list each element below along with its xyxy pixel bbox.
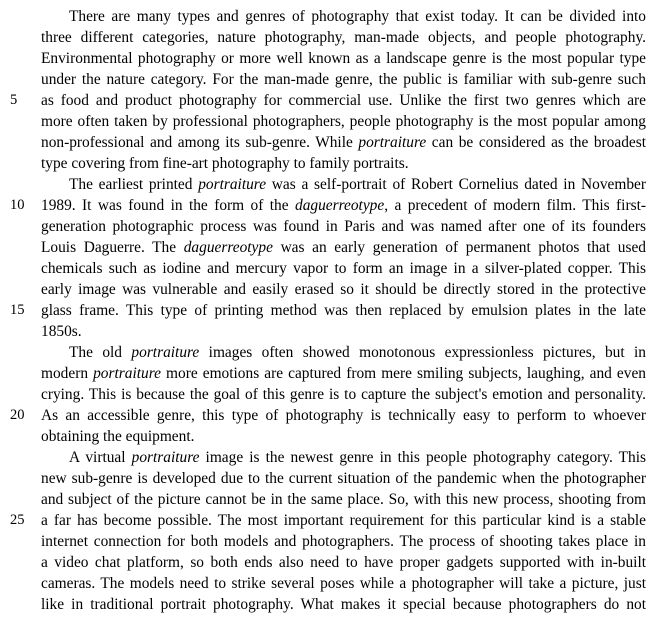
italic-term: portraiture [198,176,267,193]
text-line [41,405,646,426]
text-line [41,321,646,342]
line-number: 25 [10,512,25,528]
text-line [41,69,646,90]
text-segment: Environmental photography or more well known as a landscape genre is the most popular type [41,50,646,67]
text-segment: As an accessible genre, this type of photography is technically easy to perform to whoever [41,407,646,424]
italic-term: daguerreotype [183,239,273,256]
line-number: 10 [10,197,25,213]
text-segment: new sub-genre is developed due to the current situation of the pandemic when the photographer [41,470,646,487]
text-segment: The earliest printed [69,176,199,193]
italic-term: portraiture [93,365,161,382]
text-segment: three different categories, nature photography, man-made objects, and people photography. [41,29,646,46]
italic-term: daguerreotype [295,197,385,214]
text-line [41,300,646,321]
text-segment: crying. This is because the goal of this genre is to capture the subject's emotion and personality. [41,386,646,403]
text-segment: internet connection for both models and photographers. The process of shooting takes place in [41,533,646,550]
text-segment: non-professional and among its sub-genre. While [41,134,359,151]
italic-term: portraiture [358,134,427,151]
text-segment: obtaining the equipment. [41,428,195,445]
text-segment: generation photographic process was found in Paris and was named after one of its founders [41,218,646,235]
text-segment: The old [69,344,132,361]
text-segment: more emotions are captured from mere smiling subjects, laughing, and even [160,365,646,382]
text-line [41,48,646,69]
text-segment: like in traditional portrait photography. What makes it special because photographers do not [41,596,646,613]
text-line [69,174,646,195]
text-line [41,384,646,405]
text-segment: type covering from fine-art photography to family portraits. [41,155,409,172]
text-segment: chemicals such as iodine and mercury vapor to form an image in a silver-plated copper. This [41,260,646,277]
text-segment: 1989. It was found in the form of the [41,197,295,214]
text-segment: A virtual [69,449,132,466]
text-line [41,132,646,153]
text-segment: 1850s. [41,323,82,340]
text-line [41,489,646,510]
text-segment: more often taken by professional photographers, people photography is the most popular among [41,113,646,130]
text-line [41,279,646,300]
text-segment: a far has become possible. The most important requirement for this particular kind is a stable [41,512,646,529]
text-line [41,237,646,258]
italic-term: portraiture [131,449,200,466]
text-line [41,552,646,573]
text-line [69,447,646,468]
text-line [41,258,646,279]
text-line [41,363,646,384]
text-line [41,594,646,615]
text-line [41,216,646,237]
text-line [41,426,646,447]
text-line [41,510,646,531]
text-segment: image is the newest genre in this people photography category. This [199,449,646,466]
text-line [41,111,646,132]
text-segment: images often showed monotonous expressionless pictures, but in [199,344,646,361]
text-segment: Louis Daguerre. The [41,239,184,256]
text-line [41,531,646,552]
text-segment: and subject of the picture cannot be in the same place. So, with this new process, shooting from [41,491,646,508]
text-segment: modern [41,365,94,382]
text-segment: glass frame. This type of printing method was then replaced by emulsion plates in the late [41,302,646,319]
text-line [41,153,646,174]
line-number: 5 [10,92,18,108]
text-line [41,195,646,216]
text-line [69,342,646,363]
italic-term: portraiture [131,344,200,361]
line-number: 20 [10,407,25,423]
text-line [41,468,646,489]
text-segment: early image was vulnerable and easily erased so it should be directly stored in the protective [41,281,646,298]
text-segment: , a precedent of modern film. This first- [384,197,646,214]
text-segment: There are many types and genres of photography that exist today. It can be divided into [69,8,646,25]
text-segment: cameras. The models need to strike several poses while a photographer will take a picture, just [41,575,646,592]
text-segment: was a self-portrait of Robert Cornelius dated in November [266,176,646,193]
text-line [41,573,646,594]
text-segment: a video chat platform, so both ends also need to have proper gadgets supported with in-built [41,554,646,571]
text-line [69,6,646,27]
text-segment: was an early generation of permanent photos that used [272,239,646,256]
text-segment: can be considered as the broadest [426,134,646,151]
line-number: 15 [10,302,25,318]
text-line [41,90,646,111]
text-line [41,27,646,48]
text-segment: as food and product photography for commercial use. Unlike the first two genres which are [41,92,646,109]
text-segment: under the nature category. For the man-made genre, the public is familiar with sub-genre such [41,71,646,88]
